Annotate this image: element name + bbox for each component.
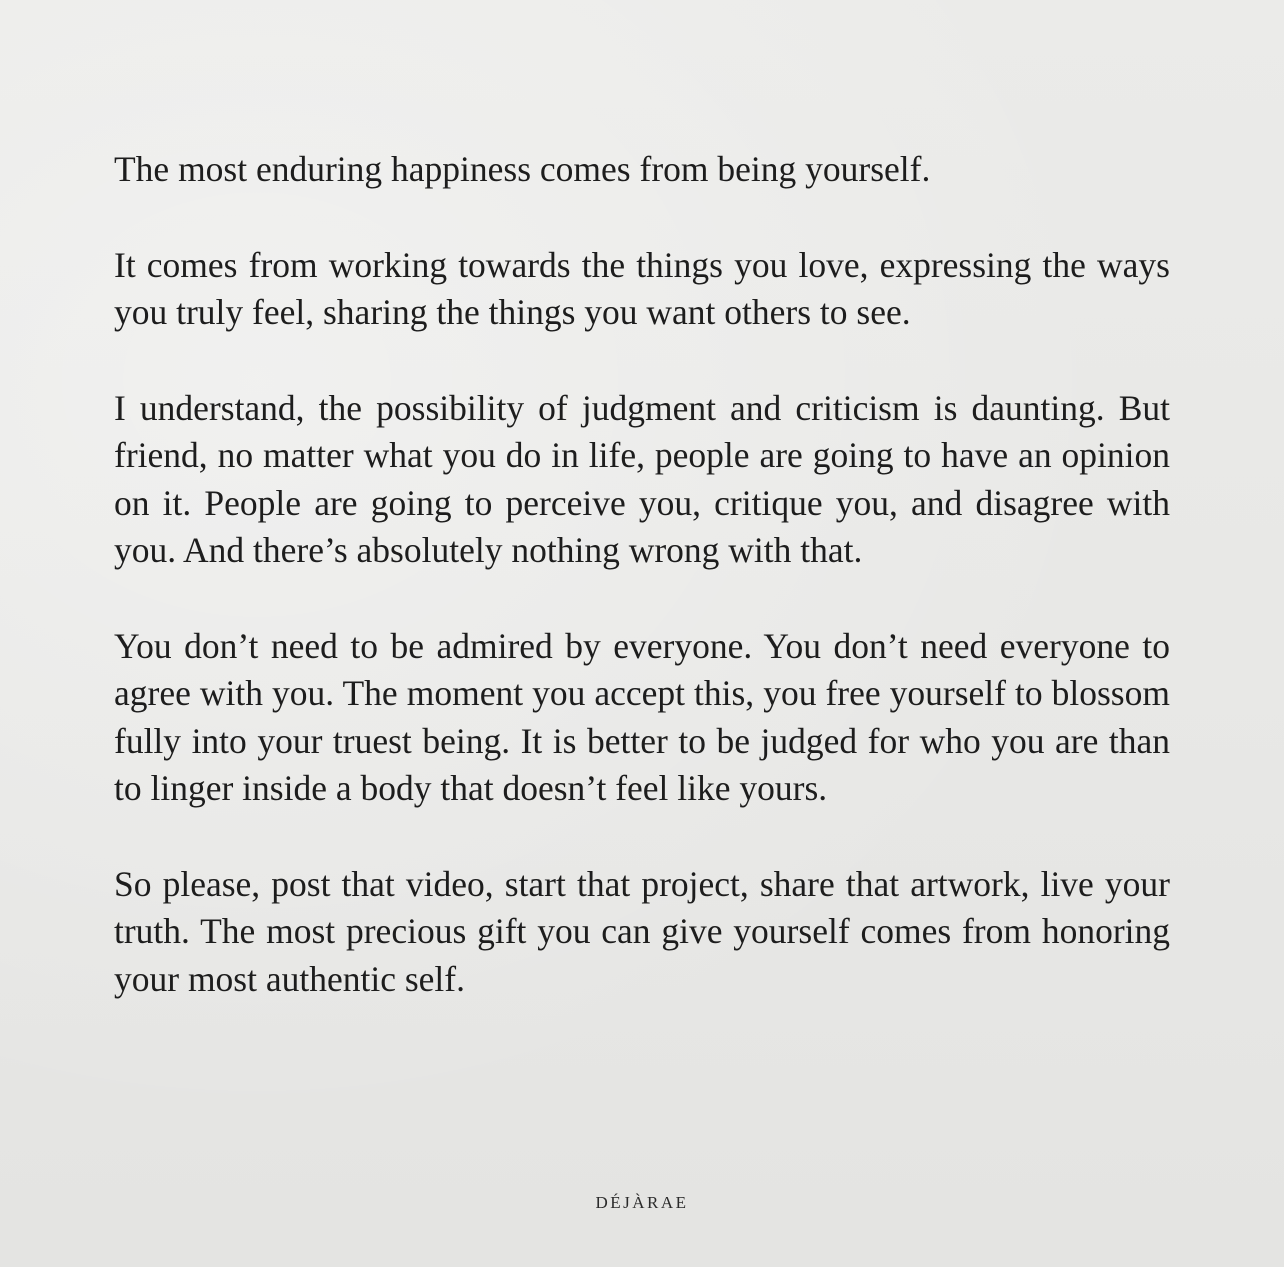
paragraph-4: You don’t need to be admired by everyone. You don’t need everyone to agree with you. The moment you accept this, you free yourself to blossom fully into your truest being. It is better to be judged for who you are than to linger inside a body that doesn’t feel like yours.: [114, 625, 1170, 808]
paragraph-3: I understand, the possibility of judgment and criticism is daunting. But friend, no matter what you do in life, people are going to have an opinion on it. People are going to perceive you, critique you, and disagree with you. And there’s absolutely nothing wrong with that.: [114, 387, 1170, 570]
author-signature: DÉJÀRAE: [595, 1193, 689, 1212]
paragraph-2: It comes from working towards the things you love, expressing the ways you truly feel, sharing the things you want others to see.: [114, 244, 1170, 332]
poem-body: [114, 146, 1170, 1051]
paragraph-1: The most enduring happiness comes from being yourself.: [114, 149, 931, 189]
paragraph-5: So please, post that video, start that project, share that artwork, live your truth. The most precious gift you can give yourself comes from honoring your most authentic self.: [114, 863, 1170, 999]
